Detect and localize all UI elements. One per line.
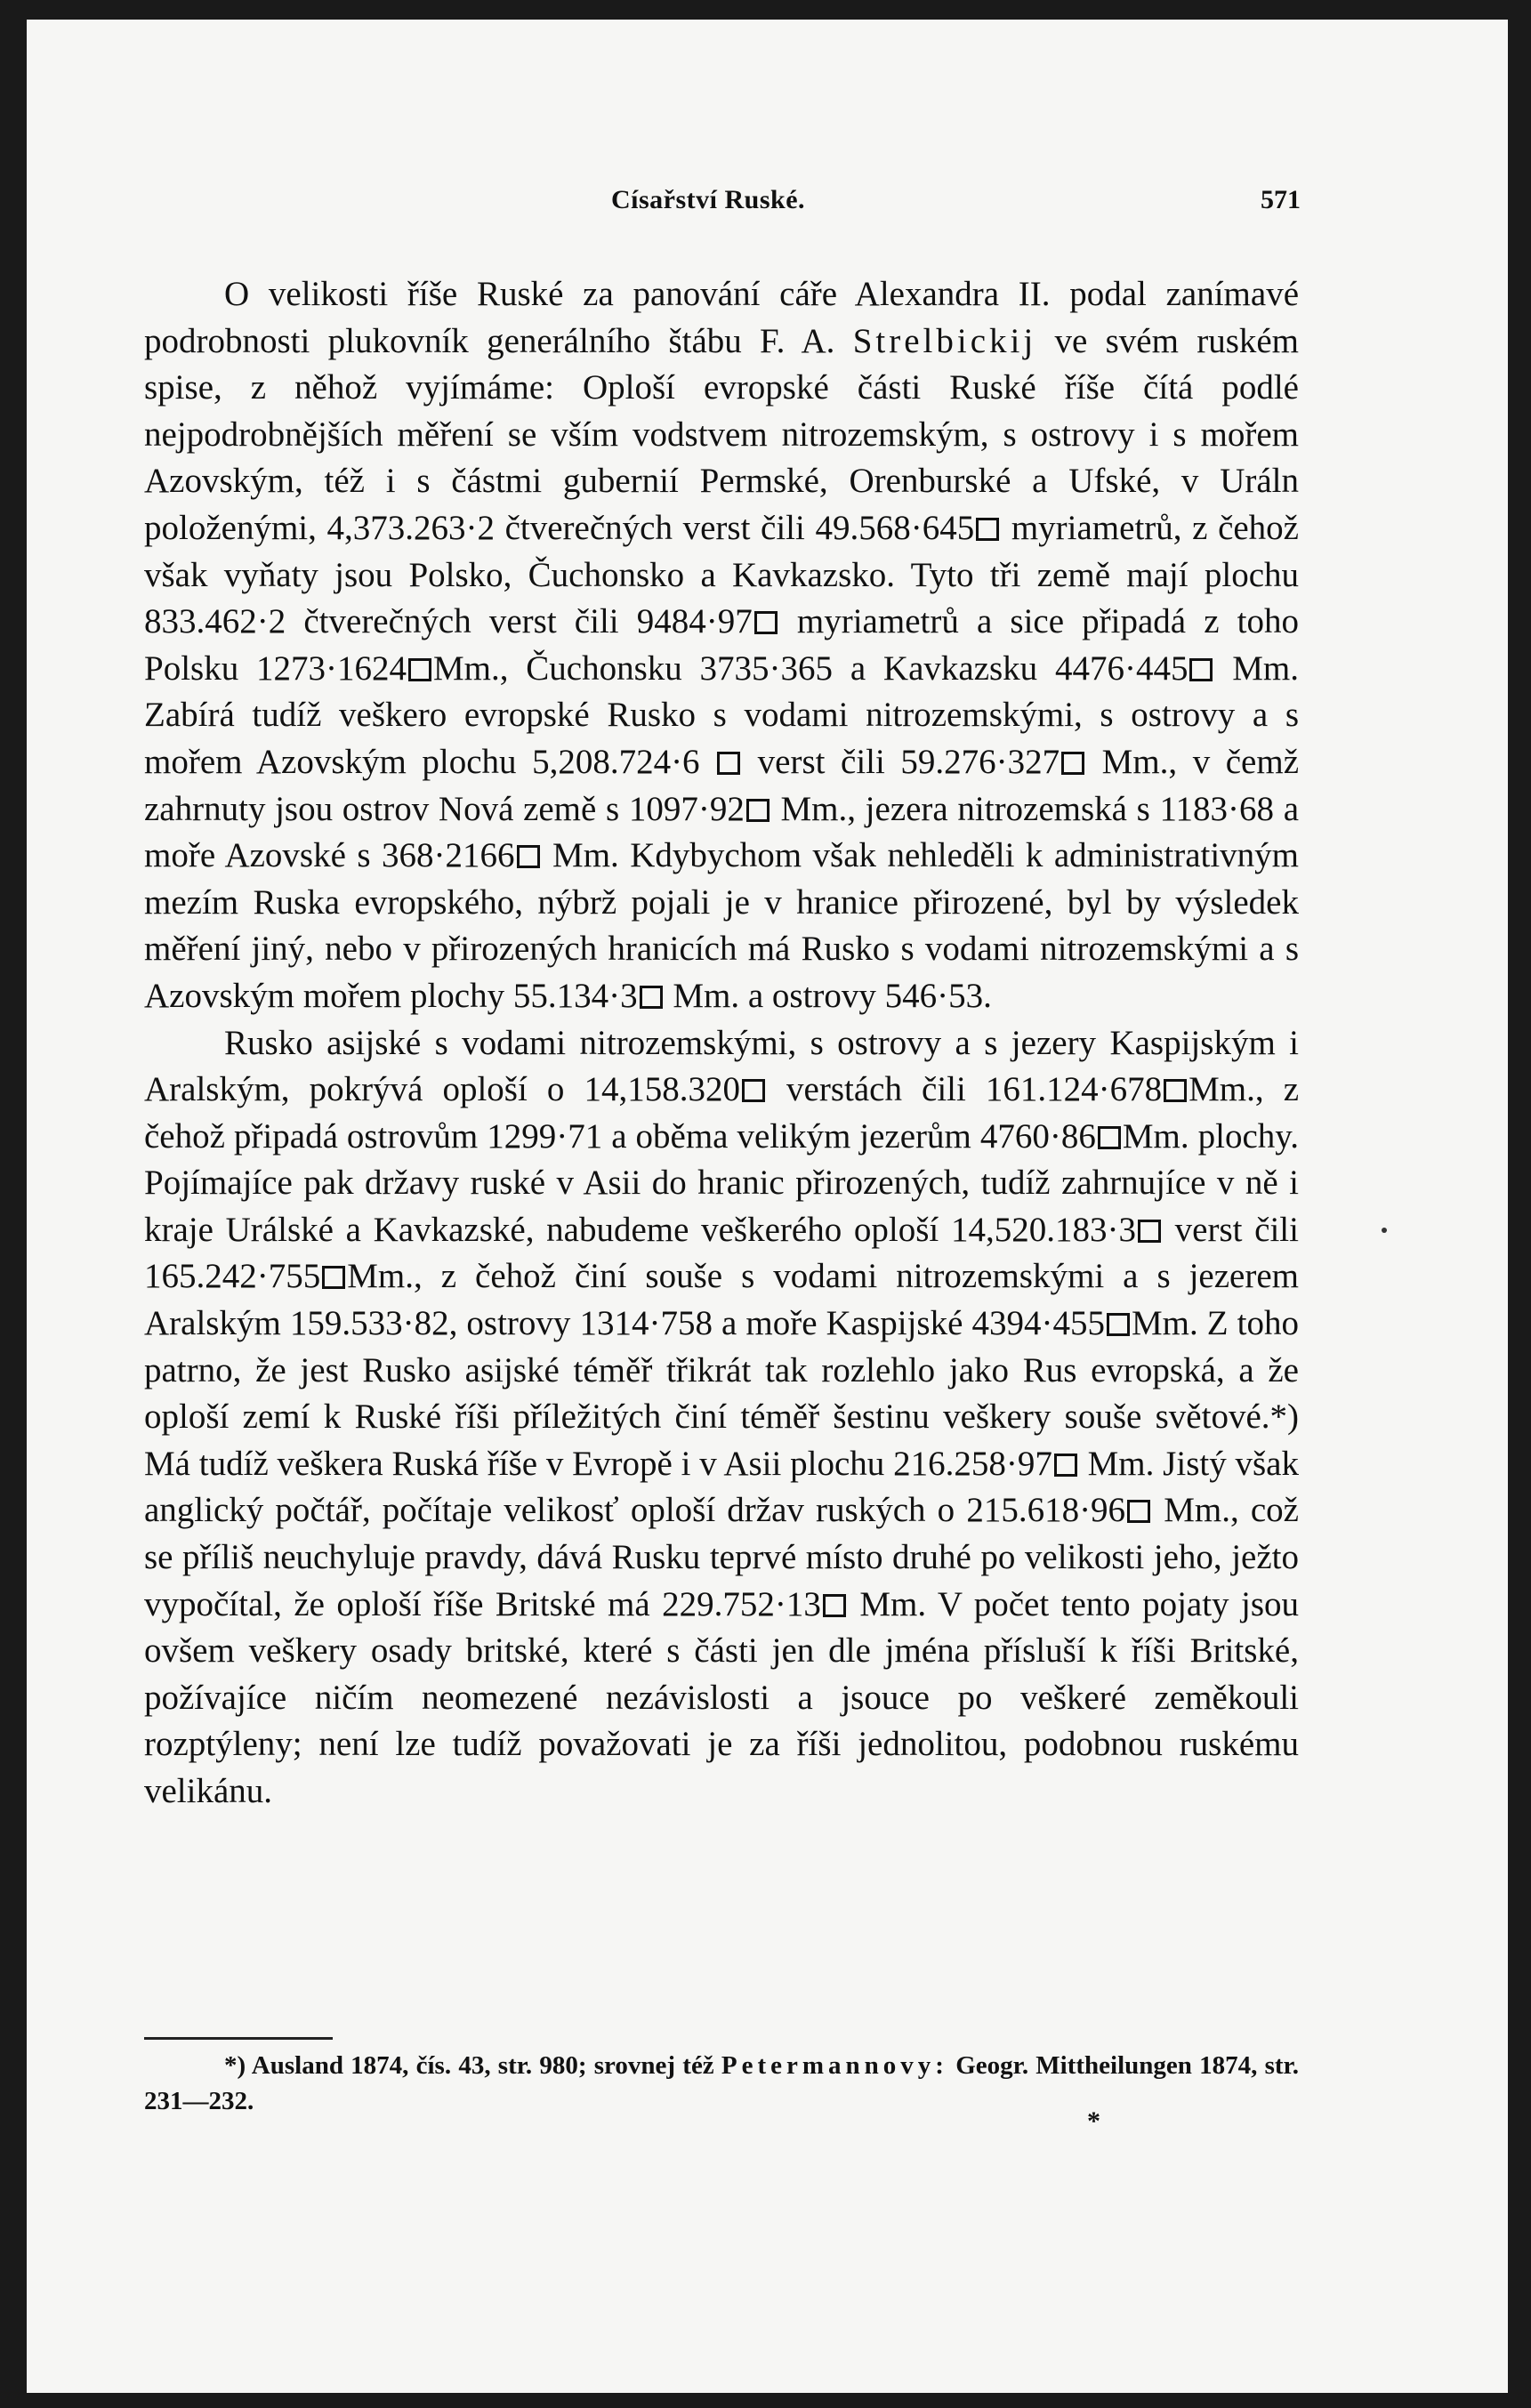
square-symbol-icon — [1189, 658, 1213, 681]
footnote-divider — [144, 2037, 333, 2040]
running-header — [144, 185, 1301, 221]
footnote-text: *) Ausland 1874, čís. 43, str. 980; srovnej též Petermannovy: Geogr. Mittheilungen 1874, str. 231—232. — [144, 2051, 1299, 2115]
square-symbol-icon — [1164, 1079, 1187, 1102]
square-symbol-icon — [1107, 1313, 1130, 1336]
square-symbol-icon — [1127, 1500, 1150, 1523]
square-symbol-icon — [754, 611, 778, 634]
square-symbol-icon — [1098, 1126, 1121, 1149]
square-symbol-icon — [746, 799, 770, 822]
square-symbol-icon — [322, 1266, 345, 1289]
scan-border-top — [0, 0, 1531, 20]
page-number: 571 — [1261, 185, 1301, 214]
stray-asterisk: * — [1087, 2106, 1100, 2136]
square-symbol-icon — [517, 845, 540, 868]
square-symbol-icon — [1061, 752, 1084, 775]
author-name: Strelbickij — [852, 321, 1037, 360]
square-symbol-icon — [742, 1079, 765, 1102]
square-symbol-icon — [976, 518, 999, 541]
square-symbol-icon — [717, 752, 740, 775]
main-text — [144, 271, 1299, 1816]
square-symbol-icon — [1138, 1220, 1161, 1243]
square-symbol-icon — [640, 986, 663, 1009]
footnote — [144, 2048, 1299, 2119]
running-title: Císařství Ruské. — [611, 185, 806, 214]
footnote-spaced-name: Petermannovy: — [721, 2051, 948, 2080]
square-symbol-icon — [408, 658, 431, 681]
square-symbol-icon — [823, 1594, 846, 1617]
scan-speck — [1382, 1228, 1387, 1233]
paragraph-european-russia: O velikosti říše Ruské za panování cáře Alexandra II. podal zanímavé podrobnosti plukovník generálního štábu F. A. Strelbickij ve svém ruském spise, z něhož vyjímáme: Oploší evropské části Ruské říše čítá podlé nejpodrobnějších měření se vším vodstvem nitrozemským, s ostrovy i s mořem Azovským, též i s částmi gubernií Permské, Orenburské a Ufské, v Uráln položenými, 4,373.263·2 čtverečných verst čili 49.568·645 myriametrů, z čehož však vyňaty jsou Polsko, Čuchonsko a Kavkazsko. Tyto tři země mají plochu 833.462·2 čtverečných verst čili 9484·97 myriametrů a sice připadá z toho Polsku 1273·1624 Mm., Čuchonsku 3735·365 a Kavkazsku 4476·445 Mm. Zabírá tudíž veškero evropské Rusko s vodami nitrozemskými, s ostrovy a s mořem Azovským plochu 5,208.724·6 verst čili 59.276·327 Mm., v čemž zahrnuty jsou ostrov Nová země s 1097·92 Mm., jezera nitrozemská s 1183·68 a moře Azovské s 368·2166 Mm. Kdybychom však nehleděli k administrativným mezím Ruska evropského, nýbrž pojali je v hranice přirozené, byl by výsledek měření jiný, nebo v přirozených hranicích má Rusko s vodami nitrozemskými a s Azovským mořem plochy 55.134·3 Mm. a ostrovy 546·53. — [144, 275, 1300, 1015]
paragraph-asian-russia: Rusko asijské s vodami nitrozemskými, s ostrovy a s jezery Kaspijským i Aralským, pokrývá oploší o 14,158.320 verstách čili 161.124·678 Mm., z čehož připadá ostrovům 1299·71 a oběma velikým jezerům 4760·86 Mm. plochy. Pojímajíce pak državy ruské v Asii do hranic přirozených, tudíž zahrnujíce v ně i kraje Urálské a Kavkazské, nabudeme veškerého oploší 14,520.183·3 verst čili 165.242·755 Mm., z čehož činí souše s vodami nitrozemskými a s jezerem Aralským 159.533·82, ostrovy 1314·758 a moře Kaspijské 4394·455 Mm. Z toho patrno, že jest Rusko asijské téměř třikrát tak rozlehlo jako Rus evropská, a že oploší zemí k Ruské říši příležitých činí téměř šestinu veškery souše světové.*) Má tudíž veškera Ruská říše v Evropě i v Asii plochu 216.258·97 Mm. Jistý však anglický počtář, počítaje velikosť oploší držav ruských o 215.618·96 Mm., což se příliš neuchyluje pravdy, dává Rusku teprvé místo druhé po velikosti jeho, ježto vypočítal, že oploší říše Britské má 229.752·13 Mm. V počet tento pojaty jsou ovšem veškery osady britské, které s části jen dle jména přísluší k říši Britské, požívajíce ničím neomezené nezávislosti a jsouce po veškeré zeměkouli rozptýleny; není lze tudíž považovati je za říši jednolitou, podobnou ruskému velikánu. — [144, 1023, 1300, 1810]
square-symbol-icon — [1054, 1454, 1077, 1477]
